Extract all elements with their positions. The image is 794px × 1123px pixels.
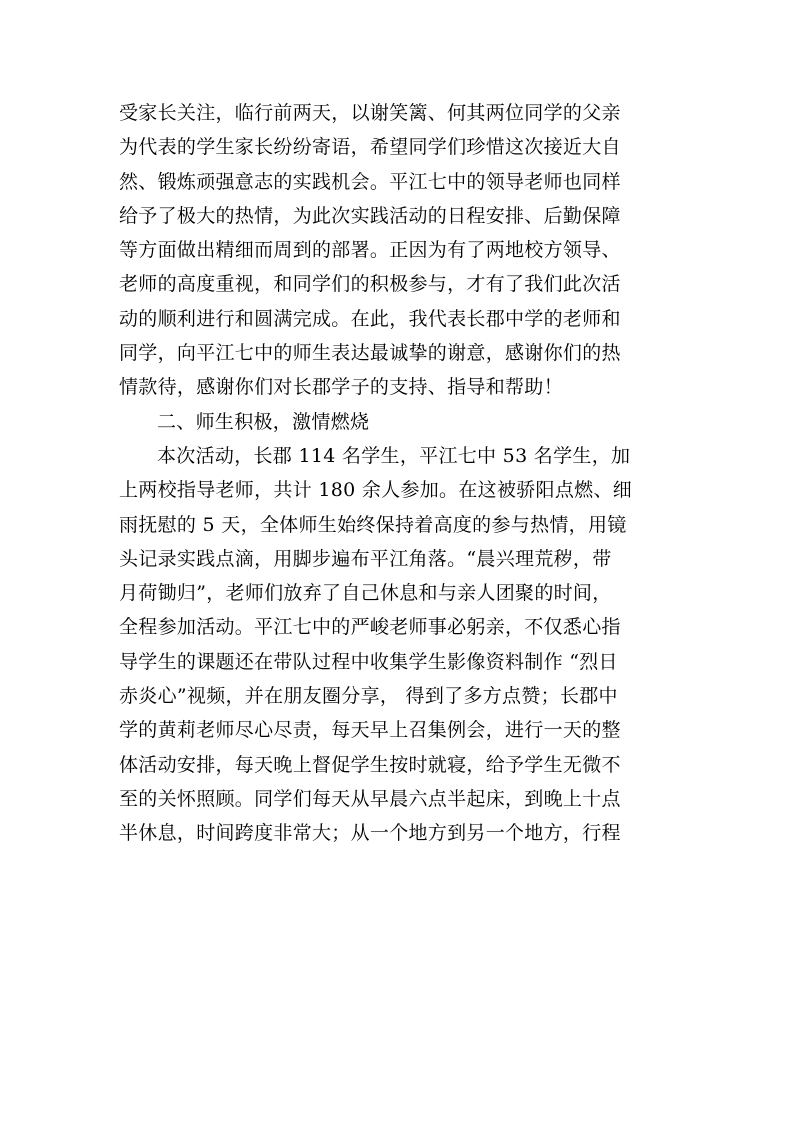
- text-line: 半休息，时间跨度非常大；从一个地方到另一个地方，行程: [119, 822, 621, 845]
- text-line: 动的顺利进行和圆满完成。在此，我代表长郡中学的老师和: [119, 307, 621, 330]
- section-heading: 二、师生积极，激情燃烧: [157, 410, 370, 433]
- text-line: 体活动安排，每天晚上督促学生按时就寝，给予学生无微不: [119, 753, 621, 776]
- text-line: 导学生的课题还在带队过程中收集学生影像资料制作 “烈日: [119, 650, 618, 673]
- text-line: 上两校指导老师，共计 180 余人参加。在这被骄阳点燃、细: [119, 479, 633, 502]
- text-line: 然、锻炼顽强意志的实践机会。平江七中的领导老师也同样: [119, 170, 621, 193]
- text-line: 赤炎心”视频，并在朋友圈分享， 得到了多方点赞；长郡中: [119, 685, 618, 708]
- text-line: 情款待，感谢你们对长郡学子的支持、指导和帮助！: [119, 376, 563, 399]
- text-line: 雨抚慰的 5 天，全体师生始终保持着高度的参与热情，用镜: [119, 513, 627, 536]
- text-line: 至的关怀照顾。同学们每天从早晨六点半起床，到晚上十点: [119, 787, 621, 810]
- text-line: 受家长关注，临行前两天，以谢笑篱、何其两位同学的父亲: [119, 102, 621, 124]
- text-line: 月荷锄归”，老师们放弃了自己休息和与亲人团聚的时间，: [119, 582, 612, 605]
- text-line: 本次活动，长郡 114 名学生，平江七中 53 名学生，加: [157, 444, 631, 467]
- text-line: 同学，向平江七中的师生表达最诚挚的谢意，感谢你们的热: [119, 342, 621, 365]
- text-line: 老师的高度重视，和同学们的积极参与，才有了我们此次活: [119, 273, 621, 296]
- text-line: 等方面做出精细而周到的部署。正因为有了两地校方领导、: [119, 239, 621, 262]
- text-line: 头记录实践点滴，用脚步遍布平江角落。“晨兴理荒秽，带: [119, 547, 612, 570]
- text-line: 学的黄莉老师尽心尽责，每天早上召集例会，进行一天的整: [119, 719, 621, 742]
- text-line: 为代表的学生家长纷纷寄语，希望同学们珍惜这次接近大自: [119, 136, 621, 159]
- text-line: 给予了极大的热情，为此次实践活动的日程安排、后勤保障: [119, 204, 621, 227]
- text-line: 全程参加活动。平江七中的严峻老师事必躬亲，不仅悉心指: [119, 616, 621, 639]
- document-body: [119, 96, 679, 851]
